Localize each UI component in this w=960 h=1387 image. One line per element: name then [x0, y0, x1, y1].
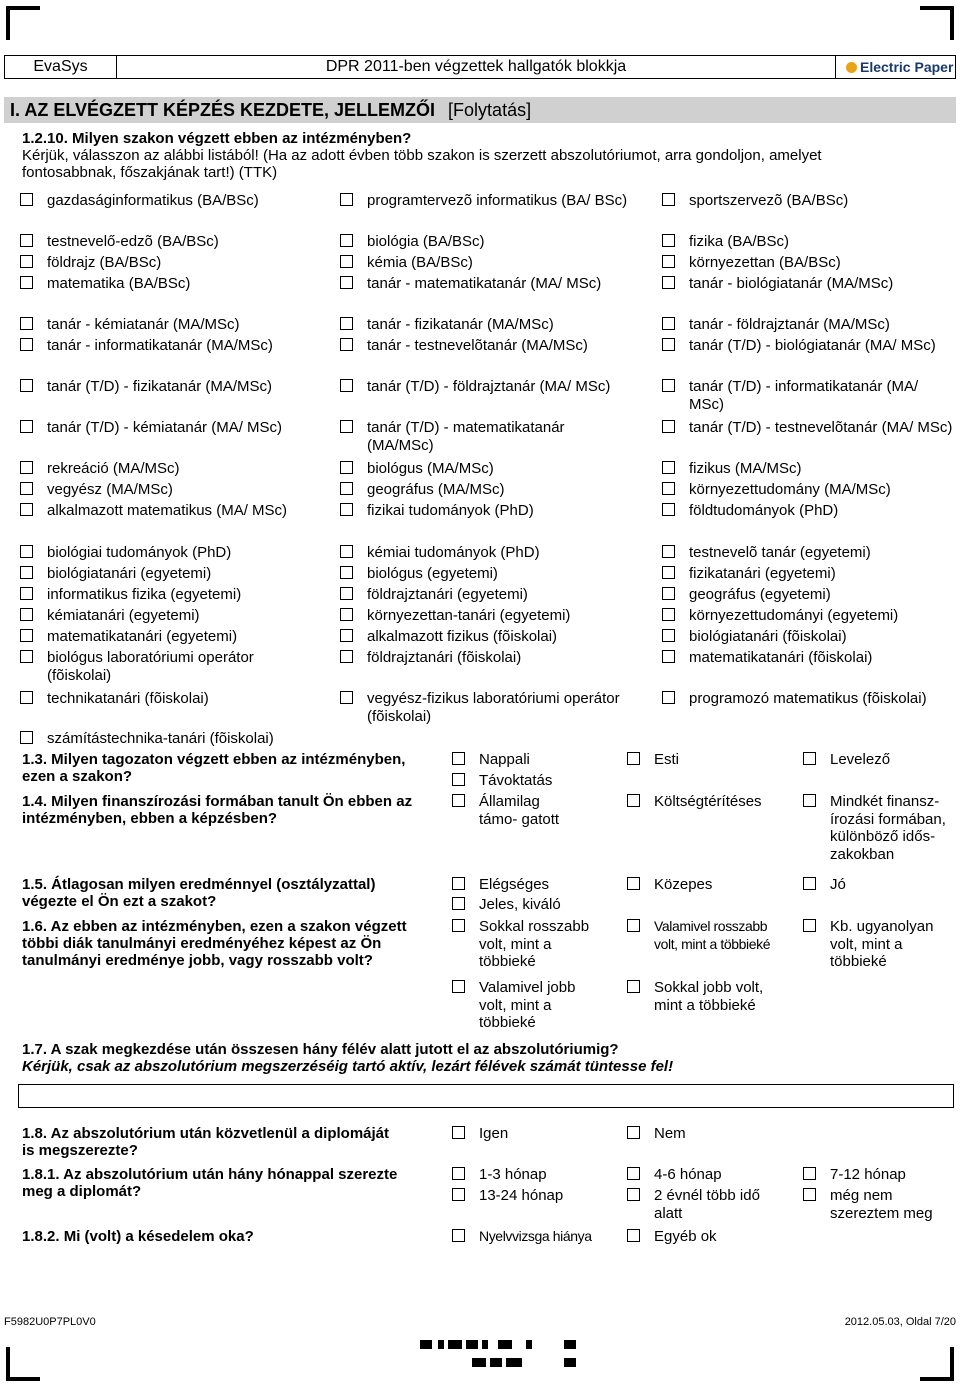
checkbox[interactable] — [340, 420, 353, 433]
major-option[interactable] — [20, 628, 305, 646]
major-option[interactable] — [662, 192, 954, 210]
major-option-label: tanár (T/D) - kémiatanár (MA/ MSc) — [47, 419, 283, 436]
question-1-2-10-title: 1.2.10. Milyen szakon végzett ebben az intézményben? — [22, 130, 412, 147]
corner-mark-top-right — [920, 6, 954, 40]
option-7-12-honap[interactable]: 7-12 hónap — [803, 1166, 953, 1184]
checkbox[interactable] — [20, 629, 33, 642]
checkbox[interactable] — [452, 877, 465, 890]
major-option[interactable] — [662, 378, 954, 413]
header-logo — [835, 55, 956, 79]
major-option[interactable] — [20, 607, 305, 625]
checkbox[interactable] — [340, 650, 353, 663]
option-4-6-honap[interactable]: 4-6 hónap — [627, 1166, 787, 1184]
semesters-input-field[interactable] — [18, 1084, 954, 1108]
checkbox[interactable] — [627, 877, 640, 890]
checkbox[interactable] — [803, 1167, 816, 1180]
option-kozepes[interactable]: Közepes — [627, 876, 787, 894]
checkbox[interactable] — [340, 461, 353, 474]
option-elegseges[interactable]: Elégséges — [452, 876, 612, 894]
checkbox[interactable] — [662, 566, 675, 579]
major-option-label: számítástechnika-tanári (fõiskolai) — [47, 730, 274, 747]
option-jeles[interactable]: Jeles, kiváló — [452, 896, 612, 914]
major-option[interactable] — [20, 378, 305, 396]
checkbox[interactable] — [803, 919, 816, 932]
major-option-label: rekreáció (MA/MSc) — [47, 460, 180, 477]
option-egyeb-ok[interactable]: Egyéb ok — [627, 1228, 787, 1246]
major-option[interactable] — [662, 649, 954, 667]
major-option[interactable] — [662, 316, 954, 334]
major-option-label: alkalmazott matematikus (MA/ MSc) — [47, 502, 288, 519]
question-1-2-10-instruction-2: fontosabbnak, főszakjának tart!) (TTK) — [22, 164, 278, 181]
major-option-label: matematikatanári (fõiskolai) — [689, 649, 873, 666]
major-option[interactable] — [340, 378, 632, 396]
option-nem[interactable]: Nem — [627, 1125, 787, 1143]
major-option[interactable] — [662, 607, 954, 625]
barcode — [420, 1340, 580, 1370]
major-option-label: biológiai tudományok (PhD) — [47, 544, 232, 561]
major-option[interactable] — [340, 460, 632, 478]
checkbox[interactable] — [662, 379, 675, 392]
checkbox[interactable] — [20, 731, 33, 744]
major-option-label: biológiatanári (fõiskolai) — [689, 628, 847, 645]
corner-mark-bottom-right — [920, 1347, 954, 1381]
major-option[interactable] — [340, 192, 632, 210]
major-option-label: kémia (BA/BSc) — [367, 254, 473, 271]
option-2-evnel-tobb[interactable]: 2 évnél több idő alatt — [627, 1187, 787, 1222]
major-option[interactable] — [20, 690, 305, 708]
major-option-label: sportszervezõ (BA/BSc) — [689, 192, 849, 209]
question-1-2-10-instruction-1: Kérjük, válasszon az alábbi listából! (Ha az adott évben több szakon is szerzett abszolutóriumot, arra gondoljon, amelyet — [22, 147, 822, 164]
option-igen[interactable]: Igen — [452, 1125, 612, 1143]
major-option[interactable] — [20, 275, 305, 293]
header-app-name: EvaSys — [4, 55, 117, 79]
major-option-label: geográfus (MA/MSc) — [367, 481, 505, 498]
checkbox[interactable] — [340, 379, 353, 392]
option-mindket-finanszirozas[interactable]: Mindkét finansz- írozási formában, különböző idős- zakokban — [803, 793, 958, 863]
major-option-label: fizikus (MA/MSc) — [689, 460, 802, 477]
major-option-label: fizika (BA/BSc) — [689, 233, 790, 250]
major-option-label: programozó matematikus (fõiskolai) — [689, 690, 927, 707]
major-option[interactable] — [662, 233, 954, 251]
checkbox[interactable] — [662, 691, 675, 704]
corner-mark-bottom-left — [6, 1347, 40, 1381]
checkbox[interactable] — [452, 980, 465, 993]
major-option-label: tanár (T/D) - földrajztanár (MA/ MSc) — [367, 378, 611, 395]
checkbox[interactable] — [340, 276, 353, 289]
checkbox[interactable] — [662, 650, 675, 663]
major-option-label: vegyész (MA/MSc) — [47, 481, 173, 498]
checkbox[interactable] — [20, 193, 33, 206]
checkbox[interactable] — [20, 338, 33, 351]
checkbox[interactable] — [20, 461, 33, 474]
question-1-8-1-title: 1.8.1. Az abszolutórium után hány hónappal szerezte meg a diplomát? — [22, 1166, 398, 1200]
checkbox[interactable] — [340, 629, 353, 642]
section-heading — [4, 97, 956, 123]
checkbox[interactable] — [662, 503, 675, 516]
checkbox[interactable] — [662, 193, 675, 206]
checkbox[interactable] — [662, 338, 675, 351]
option-tavoktatas[interactable]: Távoktatás — [452, 772, 612, 790]
option-esti[interactable]: Esti — [627, 751, 787, 769]
major-option-label: testnevelő-edzõ (BA/BSc) — [47, 233, 219, 250]
checkbox[interactable] — [627, 1229, 640, 1242]
checkbox[interactable] — [20, 317, 33, 330]
checkbox[interactable] — [452, 752, 465, 765]
major-option-label: földrajztanári (fõiskolai) — [367, 649, 522, 666]
checkbox[interactable] — [662, 420, 675, 433]
major-option-label: tanár (T/D) - fizikatanár (MA/MSc) — [47, 378, 273, 395]
major-option-label: kémiai tudományok (PhD) — [367, 544, 540, 561]
major-option[interactable] — [340, 607, 632, 625]
major-option-label: földrajztanári (egyetemi) — [367, 586, 528, 603]
major-option[interactable] — [20, 192, 305, 210]
major-option-label: tanár - testnevelõtanár (MA/MSc) — [367, 337, 588, 354]
major-option[interactable] — [340, 419, 632, 454]
header-form-title: DPR 2011-ben végzettek hallgatók blokkja — [116, 55, 836, 79]
question-1-4-title: 1.4. Milyen finanszírozási formában tanult Ön ebben az intézményben, ebben a képzésben? — [22, 793, 413, 827]
checkbox[interactable] — [452, 794, 465, 807]
section-title: I. AZ ELVÉGZETT KÉPZÉS KEZDETE, JELLEMZŐI — [10, 100, 436, 120]
corner-mark-top-left — [6, 6, 40, 40]
checkbox[interactable] — [20, 691, 33, 704]
major-option[interactable] — [662, 275, 954, 293]
major-option[interactable] — [20, 337, 305, 355]
question-1-8-title: 1.8. Az abszolutórium után közvetlenül a diplomáját is megszerezte? — [22, 1125, 390, 1159]
major-option-label: környezettudományi (egyetemi) — [689, 607, 899, 624]
major-option[interactable] — [662, 544, 954, 562]
option-13-24-honap[interactable]: 13-24 hónap — [452, 1187, 612, 1205]
major-option-label: tanár - kémiatanár (MA/MSc) — [47, 316, 240, 333]
major-option-label: fizikatanári (egyetemi) — [689, 565, 836, 582]
checkbox[interactable] — [340, 608, 353, 621]
option-nyelvvizsga-hianya[interactable]: Nyelvvizsga hiánya — [452, 1228, 622, 1246]
logo-icon — [846, 62, 857, 73]
option-sokkal-rosszabb[interactable]: Sokkal rosszabb volt, mint a többieké — [452, 918, 607, 971]
major-option[interactable] — [662, 254, 954, 272]
checkbox[interactable] — [20, 566, 33, 579]
major-option-label: tanár (T/D) - testnevelõtanár (MA/ MSc) — [689, 419, 953, 436]
major-option-label: geográfus (egyetemi) — [689, 586, 831, 603]
checkbox[interactable] — [340, 482, 353, 495]
major-option[interactable] — [662, 628, 954, 646]
checkbox[interactable] — [662, 317, 675, 330]
checkbox[interactable] — [627, 752, 640, 765]
major-option[interactable] — [340, 275, 632, 293]
checkbox[interactable] — [662, 629, 675, 642]
major-option-label: földrajz (BA/BSc) — [47, 254, 162, 271]
major-option[interactable] — [662, 419, 954, 437]
footer-page-info: 2012.05.03, Oldal 7/20 — [844, 1316, 956, 1328]
major-option[interactable] — [20, 460, 305, 478]
major-option-label: környezettan-tanári (egyetemi) — [367, 607, 571, 624]
checkbox[interactable] — [662, 276, 675, 289]
checkbox[interactable] — [627, 1188, 640, 1201]
major-option[interactable] — [340, 316, 632, 334]
checkbox[interactable] — [803, 794, 816, 807]
checkbox[interactable] — [452, 919, 465, 932]
major-option[interactable] — [662, 690, 954, 708]
major-option[interactable] — [340, 565, 632, 583]
option-valamivel-rosszabb[interactable]: Valamivel rosszabb volt, mint a többieké — [627, 918, 787, 953]
major-option[interactable] — [662, 586, 954, 604]
checkbox[interactable] — [340, 503, 353, 516]
checkbox[interactable] — [20, 608, 33, 621]
checkbox[interactable] — [340, 255, 353, 268]
major-option-label: földtudományok (PhD) — [689, 502, 839, 519]
major-option[interactable] — [20, 233, 305, 251]
major-option[interactable] — [340, 233, 632, 251]
major-option-label: testnevelõ tanár (egyetemi) — [689, 544, 871, 561]
major-option-label: biológus laboratóriumi operátor (fõiskolai) — [47, 649, 254, 684]
option-levelezo[interactable]: Levelező — [803, 751, 953, 769]
checkbox[interactable] — [340, 545, 353, 558]
checkbox[interactable] — [662, 587, 675, 600]
checkbox[interactable] — [340, 338, 353, 351]
major-option-label: tanár - informatikatanár (MA/MSc) — [47, 337, 273, 354]
major-option-label: környezettan (BA/BSc) — [689, 254, 841, 271]
major-option[interactable] — [340, 481, 632, 499]
checkbox[interactable] — [662, 545, 675, 558]
major-option[interactable] — [20, 419, 305, 437]
question-1-3-title: 1.3. Milyen tagozaton végzett ebben az intézményben, ezen a szakon? — [22, 751, 406, 785]
major-option-label: biológia (BA/BSc) — [367, 233, 485, 250]
option-meg-nem-szereztem[interactable]: még nem szereztem meg — [803, 1187, 953, 1222]
major-option-label: biológus (MA/MSc) — [367, 460, 494, 477]
checkbox[interactable] — [340, 193, 353, 206]
question-1-7-instruction: Kérjük, csak az abszolutórium megszerzéséig tartó aktív, lezárt félévek számát tüntesse fel! — [22, 1058, 674, 1075]
checkbox[interactable] — [627, 794, 640, 807]
major-option-label: tanár - fizikatanár (MA/MSc) — [367, 316, 554, 333]
checkbox[interactable] — [340, 691, 353, 704]
major-option[interactable] — [20, 649, 305, 684]
major-option-label: tanár - földrajztanár (MA/MSc) — [689, 316, 890, 333]
major-option-label: matematikatanári (egyetemi) — [47, 628, 238, 645]
checkbox[interactable] — [340, 587, 353, 600]
checkbox[interactable] — [452, 897, 465, 910]
checkbox[interactable] — [20, 545, 33, 558]
major-option[interactable] — [340, 628, 632, 646]
checkbox[interactable] — [662, 234, 675, 247]
checkbox[interactable] — [627, 1167, 640, 1180]
major-option-label: matematika (BA/BSc) — [47, 275, 191, 292]
option-nappali[interactable]: Nappali — [452, 751, 612, 769]
checkbox[interactable] — [662, 482, 675, 495]
major-option[interactable] — [20, 254, 305, 272]
checkbox[interactable] — [452, 1229, 465, 1242]
checkbox[interactable] — [627, 1126, 640, 1139]
checkbox[interactable] — [627, 919, 640, 932]
major-option-label: tanár - biológiatanár (MA/MSc) — [689, 275, 894, 292]
major-option-label: technikatanári (fõiskolai) — [47, 690, 209, 707]
major-option[interactable] — [662, 337, 954, 355]
option-valamivel-jobb[interactable]: Valamivel jobb volt, mint a többieké — [452, 979, 607, 1032]
major-option[interactable] — [662, 565, 954, 583]
major-option-label: biológiatanári (egyetemi) — [47, 565, 212, 582]
logo-text: Electric Paper — [860, 59, 954, 75]
checkbox[interactable] — [340, 234, 353, 247]
checkbox[interactable] — [662, 461, 675, 474]
major-option-label: programtervezõ informatikus (BA/ BSc) — [367, 192, 628, 209]
checkbox[interactable] — [20, 255, 33, 268]
checkbox[interactable] — [20, 420, 33, 433]
major-option[interactable] — [20, 730, 305, 748]
checkbox[interactable] — [340, 317, 353, 330]
checkbox[interactable] — [662, 255, 675, 268]
major-option-label: tanár - matematikatanár (MA/ MSc) — [367, 275, 602, 292]
checkbox[interactable] — [452, 1188, 465, 1201]
checkbox[interactable] — [20, 276, 33, 289]
option-allamilag-tamogatott[interactable]: Államilag támo- gatott — [452, 793, 602, 828]
checkbox[interactable] — [20, 587, 33, 600]
major-option-label: tanár (T/D) - matematikatanár (MA/MSc) — [367, 419, 565, 454]
major-option[interactable] — [340, 649, 632, 667]
major-option-label: biológus (egyetemi) — [367, 565, 498, 582]
checkbox[interactable] — [627, 980, 640, 993]
major-option[interactable] — [20, 481, 305, 499]
major-option[interactable] — [20, 502, 305, 520]
major-option[interactable] — [340, 586, 632, 604]
checkbox[interactable] — [340, 566, 353, 579]
checkbox[interactable] — [20, 482, 33, 495]
major-option[interactable] — [20, 544, 305, 562]
checkbox[interactable] — [803, 1188, 816, 1201]
major-option-label: alkalmazott fizikus (fõiskolai) — [367, 628, 558, 645]
checkbox[interactable] — [452, 1126, 465, 1139]
major-option-label: környezettudomány (MA/MSc) — [689, 481, 891, 498]
major-option-label: tanár (T/D) - informatikatanár (MA/ MSc) — [689, 378, 919, 413]
major-option-label: fizikai tudományok (PhD) — [367, 502, 534, 519]
major-option-label: vegyész-fizikus laboratóriumi operátor (fõiskolai) — [367, 690, 620, 725]
checkbox[interactable] — [803, 752, 816, 765]
major-option[interactable] — [340, 690, 632, 725]
option-1-3-honap[interactable]: 1-3 hónap — [452, 1166, 612, 1184]
checkbox[interactable] — [452, 773, 465, 786]
question-1-6-title: 1.6. Az ebben az intézményben, ezen a szakon végzett többi diák tanulmányi eredményéhez képest az Ön tanulmányi eredménye jobb, vagy rosszabb volt? — [22, 918, 407, 969]
checkbox[interactable] — [20, 234, 33, 247]
question-1-5-title: 1.5. Átlagosan milyen eredménnyel (osztályzattal) végezte el Ön ezt a szakot? — [22, 876, 376, 910]
checkbox[interactable] — [803, 877, 816, 890]
checkbox[interactable] — [452, 1167, 465, 1180]
section-suffix: [Folytatás] — [448, 100, 532, 120]
footer-form-code: F5982U0P7PL0V0 — [4, 1316, 96, 1328]
major-option[interactable] — [662, 481, 954, 499]
major-option[interactable] — [662, 460, 954, 478]
checkbox[interactable] — [20, 379, 33, 392]
question-1-7-title: 1.7. A szak megkezdése után összesen hány félév alatt jutott el az abszolutóriumig? — [22, 1041, 619, 1058]
major-option-label: tanár (T/D) - biológiatanár (MA/ MSc) — [689, 337, 936, 354]
major-option[interactable] — [20, 316, 305, 334]
checkbox[interactable] — [662, 608, 675, 621]
major-option-label: informatikus fizika (egyetemi) — [47, 586, 242, 603]
major-option[interactable] — [340, 544, 632, 562]
option-kb-ugyanolyan[interactable]: Kb. ugyanolyan volt, mint a többieké — [803, 918, 953, 971]
checkbox[interactable] — [20, 650, 33, 663]
major-option[interactable] — [340, 337, 632, 355]
major-option[interactable] — [340, 254, 632, 272]
major-option[interactable] — [20, 586, 305, 604]
option-koltsegtérites[interactable]: Költségtérítéses — [627, 793, 797, 811]
option-sokkal-jobb[interactable]: Sokkal jobb volt, mint a többieké — [627, 979, 787, 1014]
major-option-label: kémiatanári (egyetemi) — [47, 607, 200, 624]
major-option[interactable] — [340, 502, 632, 520]
major-option[interactable] — [662, 502, 954, 520]
question-1-8-2-title: 1.8.2. Mi (volt) a késedelem oka? — [22, 1228, 254, 1245]
option-jo[interactable]: Jó — [803, 876, 953, 894]
major-option-label: gazdaságinformatikus (BA/BSc) — [47, 192, 259, 209]
major-option[interactable] — [20, 565, 305, 583]
checkbox[interactable] — [20, 503, 33, 516]
